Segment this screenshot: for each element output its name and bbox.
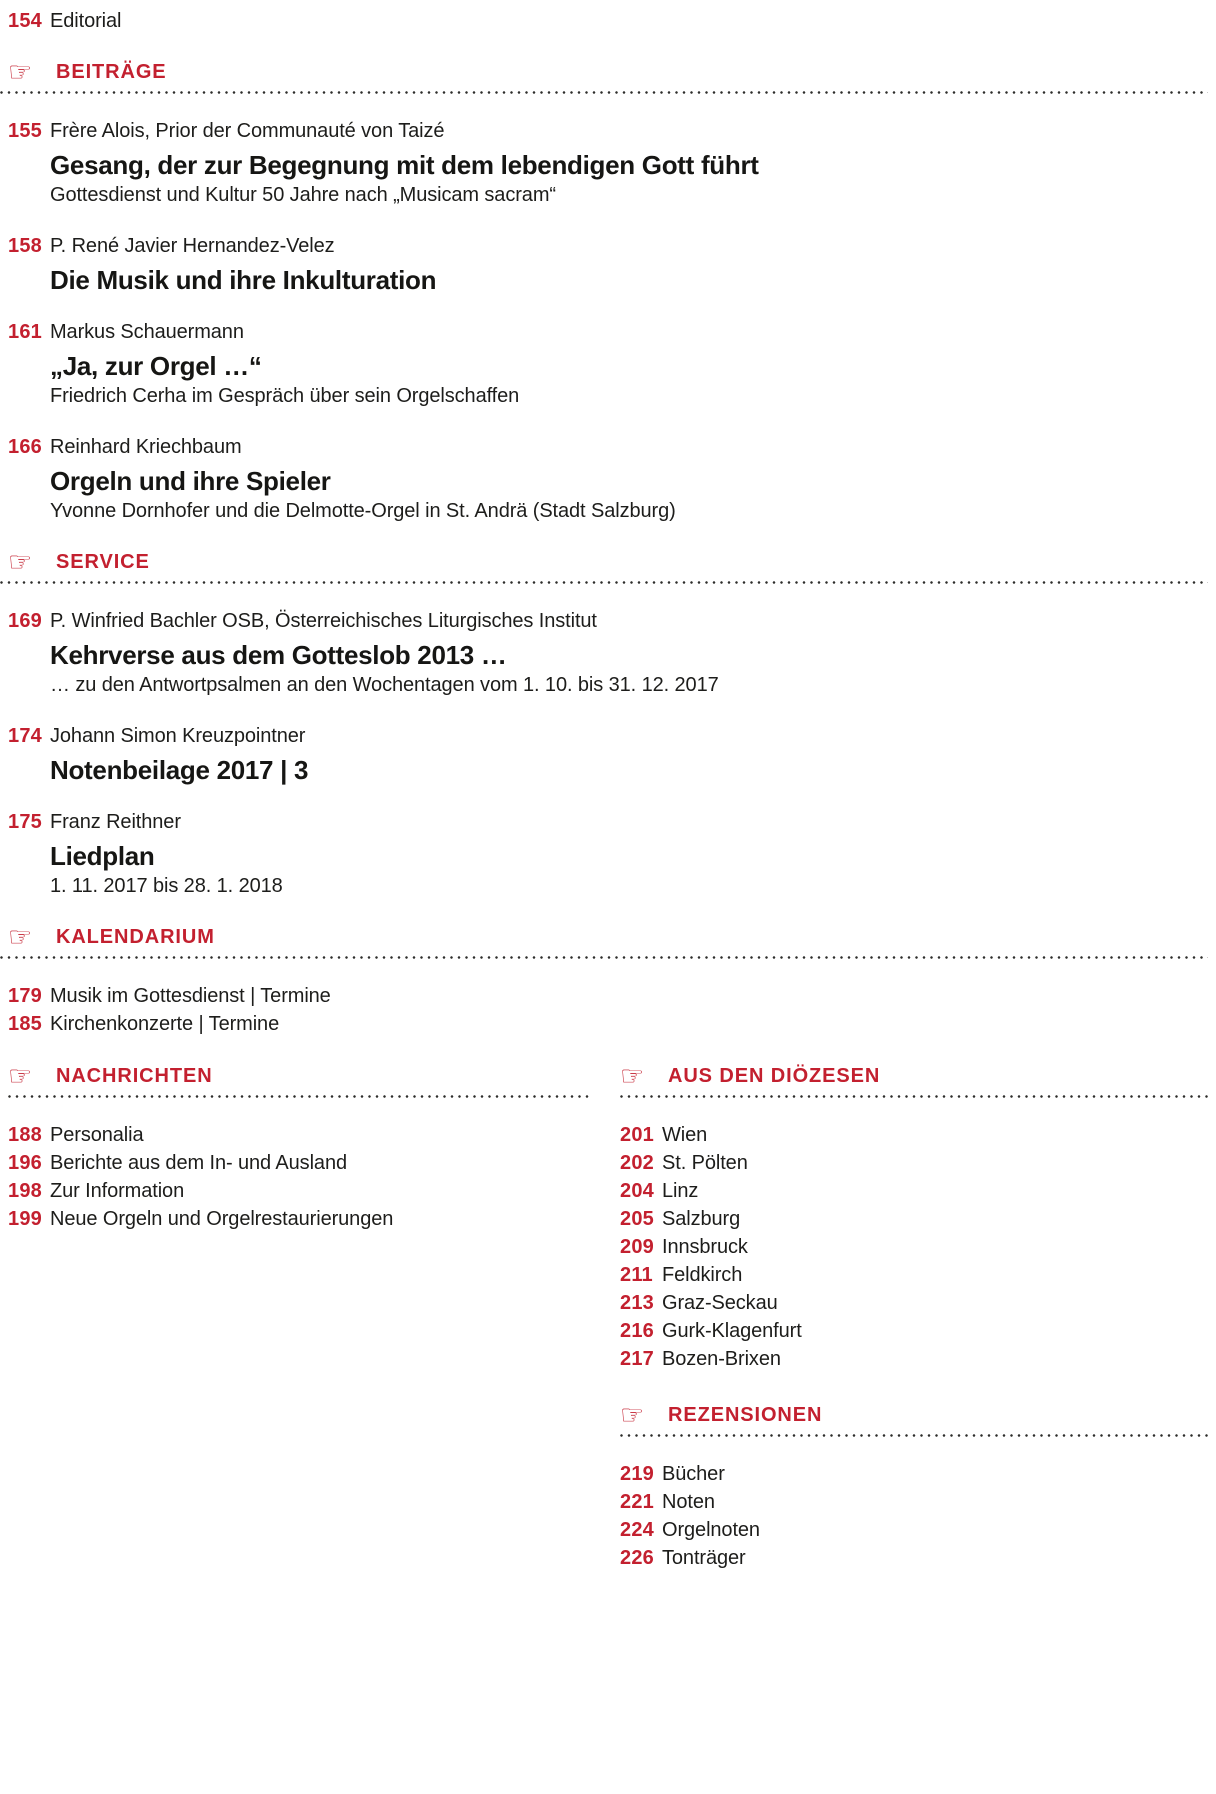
article-author: P. René Javier Hernandez-Velez: [50, 235, 335, 257]
page-number: 202: [620, 1152, 654, 1174]
toc-entry: [620, 1517, 1208, 1545]
page-number: 219: [620, 1463, 654, 1485]
manicule-icon: ☞: [8, 57, 33, 88]
article-title: Notenbeilage 2017 | 3: [50, 755, 309, 785]
entry-label: Orgelnoten: [662, 1519, 760, 1541]
page-number: 185: [8, 1013, 42, 1035]
article-author: Frère Alois, Prior der Communauté von Taizé: [50, 120, 445, 142]
section-title: AUS DEN DIÖZESEN: [668, 1065, 881, 1087]
section-header: [8, 59, 1208, 86]
toc-entry: [620, 1461, 1208, 1489]
section-header: [620, 1063, 1208, 1090]
toc-article: [8, 608, 1208, 699]
section-rezensionen: [620, 1402, 1208, 1573]
section-nachrichten: [8, 1063, 590, 1234]
entry-label: Salzburg: [662, 1208, 741, 1230]
article-author: Markus Schauermann: [50, 321, 244, 343]
toc-entry: [8, 983, 1208, 1011]
toc-entry: [620, 1318, 1208, 1346]
dotted-rule: [620, 1095, 1208, 1098]
entry-label: St. Pölten: [662, 1152, 748, 1174]
dotted-rule: [0, 956, 1208, 959]
item-list: [620, 1122, 1208, 1374]
entry-label: Tonträger: [662, 1547, 746, 1569]
page-number: 155: [8, 120, 42, 142]
article-author: Reinhard Kriechbaum: [50, 436, 242, 458]
entry-label: Graz-Seckau: [662, 1292, 778, 1314]
toc-entry: [620, 1262, 1208, 1290]
entry-label: Gurk-Klagenfurt: [662, 1320, 802, 1342]
manicule-icon: ☞: [8, 547, 33, 578]
page-number: 196: [8, 1152, 42, 1174]
article-title: Liedplan: [50, 841, 155, 871]
page-number: 224: [620, 1519, 654, 1541]
section-title: REZENSIONEN: [668, 1404, 823, 1426]
toc-entry: [620, 1122, 1208, 1150]
article-subtitle: … zu den Antwortpsalmen an den Wochentagen vom 1. 10. bis 31. 12. 2017: [50, 674, 719, 696]
section-kalendarium: [8, 924, 1208, 1039]
article-title: Gesang, der zur Begegnung mit dem lebendigen Gott führt: [50, 150, 759, 180]
page-number: 174: [8, 725, 42, 747]
page-number: 209: [620, 1236, 654, 1258]
toc-entry: [620, 1346, 1208, 1374]
entry-label: Kirchenkonzerte | Termine: [50, 1013, 280, 1035]
toc-entry: [8, 1122, 590, 1150]
toc-entry: [8, 1011, 1208, 1039]
entry-label: Zur Information: [50, 1180, 185, 1202]
entry-label: Musik im Gottesdienst | Termine: [50, 985, 331, 1007]
toc-entry: [620, 1178, 1208, 1206]
toc-article: [8, 233, 1208, 295]
dotted-rule: [0, 581, 1208, 584]
toc-entry: [620, 1206, 1208, 1234]
page-number: 205: [620, 1208, 654, 1230]
page-number: 226: [620, 1547, 654, 1569]
section-title: BEITRÄGE: [56, 61, 167, 83]
entry-label: Linz: [662, 1180, 699, 1202]
toc-entry: [620, 1290, 1208, 1318]
toc-entry: [8, 1150, 590, 1178]
section-beitraege: [8, 59, 1208, 525]
article-title: „Ja, zur Orgel …“: [50, 351, 262, 381]
section-header: [8, 549, 1208, 576]
section-header: [8, 924, 1208, 951]
column-left: [8, 1063, 590, 1234]
column-right: [620, 1063, 1208, 1573]
entry-label: Feldkirch: [662, 1264, 743, 1286]
section-title: NACHRICHTEN: [56, 1065, 213, 1087]
item-list: [620, 1461, 1208, 1573]
page-number: 166: [8, 436, 42, 458]
dotted-rule: [0, 91, 1208, 94]
toc-entry-editorial: [8, 8, 1208, 35]
entry-label: Innsbruck: [662, 1236, 748, 1258]
dotted-rule: [620, 1434, 1208, 1437]
page-number: 188: [8, 1124, 42, 1146]
section-dioezesen: [620, 1063, 1208, 1374]
dotted-rule: [8, 1095, 590, 1098]
article-subtitle: Gottesdienst und Kultur 50 Jahre nach „Musicam sacram“: [50, 184, 556, 206]
article-author: Franz Reithner: [50, 811, 181, 833]
page-number: 211: [620, 1264, 653, 1286]
section-header: [8, 1063, 590, 1090]
manicule-icon: ☞: [8, 1061, 33, 1092]
toc-article: [8, 809, 1208, 900]
section-header: [620, 1402, 1208, 1429]
page-number: 175: [8, 811, 42, 833]
article-subtitle: Yvonne Dornhofer und die Delmotte-Orgel in St. Andrä (Stadt Salzburg): [50, 500, 676, 522]
entry-label: Bücher: [662, 1463, 725, 1485]
two-column-area: [8, 1063, 1208, 1573]
toc-article: [8, 118, 1208, 209]
item-list: [8, 1122, 590, 1234]
toc-entry: [8, 1178, 590, 1206]
toc-article: [8, 723, 1208, 785]
toc-entry: [620, 1234, 1208, 1262]
section-title: KALENDARIUM: [56, 926, 215, 948]
page-number: 169: [8, 610, 42, 632]
article-title: Die Musik und ihre Inkulturation: [50, 265, 437, 295]
toc-entry: [620, 1150, 1208, 1178]
page-number: 161: [8, 321, 42, 343]
article-subtitle: Friedrich Cerha im Gespräch über sein Orgelschaffen: [50, 385, 520, 407]
item-list: [8, 983, 1208, 1039]
section-title: SERVICE: [56, 551, 150, 573]
page-number: 198: [8, 1180, 42, 1202]
article-author: P. Winfried Bachler OSB, Österreichisches Liturgisches Institut: [50, 610, 597, 632]
toc-entry: [8, 1206, 590, 1234]
section-service: [8, 549, 1208, 900]
page-number: 201: [620, 1124, 654, 1146]
entry-label: Berichte aus dem In- und Ausland: [50, 1152, 347, 1174]
article-title: Kehrverse aus dem Gotteslob 2013 …: [50, 640, 507, 670]
toc-article: [8, 434, 1208, 525]
manicule-icon: ☞: [620, 1061, 645, 1092]
entry-label: Editorial: [50, 10, 122, 32]
entry-label: Noten: [662, 1491, 715, 1513]
article-subtitle: 1. 11. 2017 bis 28. 1. 2018: [50, 875, 283, 897]
article-author: Johann Simon Kreuzpointner: [50, 725, 306, 747]
entry-label: Bozen-Brixen: [662, 1348, 781, 1370]
entry-label: Neue Orgeln und Orgelrestaurierungen: [50, 1208, 394, 1230]
page-number: 179: [8, 985, 42, 1007]
toc-entry: [620, 1545, 1208, 1573]
page-number: 221: [620, 1491, 654, 1513]
entry-label: Wien: [662, 1124, 708, 1146]
page-number: 204: [620, 1180, 654, 1202]
page-number: 217: [620, 1348, 654, 1370]
toc-article: [8, 319, 1208, 410]
page-number: 158: [8, 235, 42, 257]
entry-label: Personalia: [50, 1124, 144, 1146]
page-number: 199: [8, 1208, 42, 1230]
manicule-icon: ☞: [8, 922, 33, 953]
manicule-icon: ☞: [620, 1400, 645, 1431]
page-number: 154: [8, 10, 42, 32]
toc-entry: [620, 1489, 1208, 1517]
page-number: 216: [620, 1320, 654, 1342]
article-title: Orgeln und ihre Spieler: [50, 466, 331, 496]
page-number: 213: [620, 1292, 654, 1314]
